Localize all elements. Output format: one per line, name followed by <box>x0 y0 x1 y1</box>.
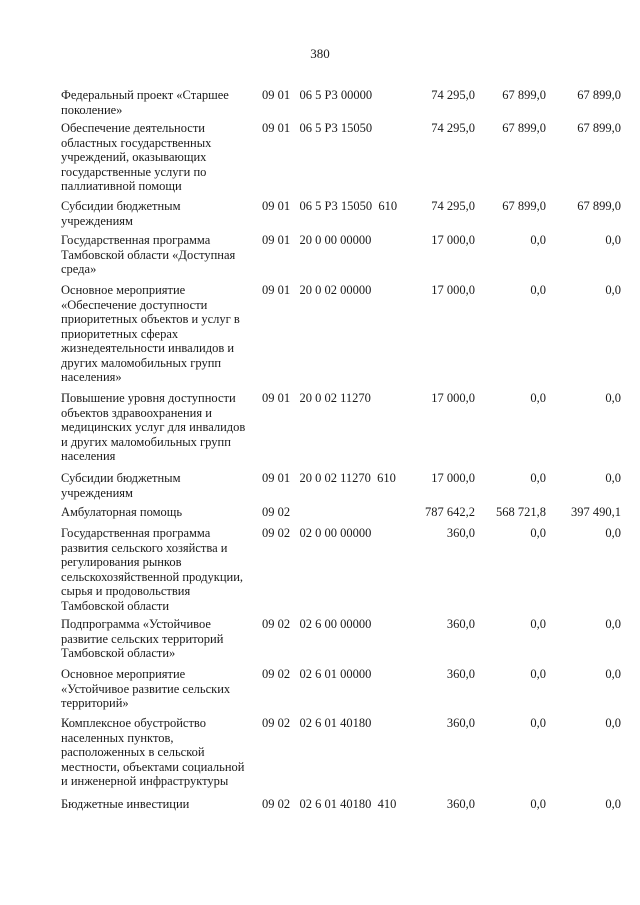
row-value-year3: 0,0 <box>605 283 621 297</box>
row-value-year2: 0,0 <box>530 233 546 247</box>
row-value-year2: 67 899,0 <box>502 88 546 102</box>
row-code: 09 02 02 6 00 00000 <box>262 617 372 631</box>
row-value-year2: 0,0 <box>530 667 546 681</box>
row-value-year3: 0,0 <box>605 526 621 540</box>
row-name: Субсидии бюджетным учреждениям <box>61 199 181 228</box>
row-value-year1: 360,0 <box>446 667 475 681</box>
row-value-year3: 0,0 <box>605 471 621 485</box>
row-value-year3: 0,0 <box>605 716 621 730</box>
row-value-year1: 360,0 <box>446 716 475 730</box>
row-code: 09 02 02 6 01 40180 <box>262 716 372 730</box>
row-name: Субсидии бюджетным учреждениям <box>61 471 181 500</box>
row-value-year2: 0,0 <box>530 283 546 297</box>
row-name: Основное мероприятие «Устойчивое развитие сельских территорий» <box>61 667 231 710</box>
row-value-year1: 17 000,0 <box>431 391 475 405</box>
row-name: Основное мероприятие «Обеспечение доступности приоритетных объектов и услуг в приоритетных сферах жизнедеятельности инвалидов и других маломобильных групп населения» <box>61 283 240 384</box>
row-value-year1: 787 642,2 <box>425 505 475 519</box>
row-value-year3: 67 899,0 <box>577 121 621 135</box>
row-name: Государственная программа развития сельского хозяйства и регулирования рынков сельскохозяйственной продукции, сырья и продовольствия Тамбовской области <box>61 526 244 613</box>
row-name: Подпрограмма «Устойчивое развитие сельских территорий Тамбовской области» <box>61 617 224 660</box>
row-value-year1: 17 000,0 <box>431 283 475 297</box>
row-value-year3: 397 490,1 <box>571 505 621 519</box>
row-value-year1: 74 295,0 <box>431 121 475 135</box>
row-value-year2: 0,0 <box>530 526 546 540</box>
row-value-year1: 74 295,0 <box>431 199 475 213</box>
row-code: 09 02 02 6 01 00000 <box>262 667 372 681</box>
row-value-year1: 360,0 <box>446 617 475 631</box>
row-name: Обеспечение деятельности областных государственных учреждений, оказывающих государственные услуги по паллиативной помощи <box>61 121 212 193</box>
row-code: 09 01 06 5 P3 15050 610 <box>262 199 398 213</box>
row-name: Амбулаторная помощь <box>61 505 183 519</box>
row-value-year1: 17 000,0 <box>431 233 475 247</box>
row-value-year3: 0,0 <box>605 233 621 247</box>
row-code: 09 01 20 0 00 00000 <box>262 233 372 247</box>
row-name: Бюджетные инвестиции <box>61 797 190 811</box>
row-value-year1: 360,0 <box>446 797 475 811</box>
row-value-year1: 17 000,0 <box>431 471 475 485</box>
row-code: 09 01 06 5 P3 15050 <box>262 121 373 135</box>
row-value-year1: 360,0 <box>446 526 475 540</box>
row-value-year3: 0,0 <box>605 797 621 811</box>
row-value-year1: 74 295,0 <box>431 88 475 102</box>
row-code: 09 02 02 6 01 40180 410 <box>262 797 397 811</box>
row-code: 09 02 02 0 00 00000 <box>262 526 372 540</box>
row-code: 09 02 <box>262 505 291 519</box>
row-name: Комплексное обустройство населенных пунктов, расположенных в сельской местности, объектами социальной и инженерной инфраструктуры <box>61 716 245 788</box>
row-value-year2: 0,0 <box>530 471 546 485</box>
row-value-year2: 67 899,0 <box>502 199 546 213</box>
row-value-year2: 0,0 <box>530 391 546 405</box>
row-value-year2: 0,0 <box>530 716 546 730</box>
row-value-year2: 0,0 <box>530 797 546 811</box>
page-number: 380 <box>310 46 330 61</box>
row-value-year3: 0,0 <box>605 667 621 681</box>
row-value-year2: 568 721,8 <box>496 505 546 519</box>
row-name: Федеральный проект «Старшее поколение» <box>61 88 229 117</box>
row-value-year3: 0,0 <box>605 391 621 405</box>
row-value-year3: 0,0 <box>605 617 621 631</box>
row-name: Повышение уровня доступности объектов здравоохранения и медицинских услуг для инвалидов и других маломобильных групп населения <box>61 391 246 463</box>
row-code: 09 01 20 0 02 11270 610 <box>262 471 396 485</box>
row-name: Государственная программа Тамбовской области «Доступная среда» <box>61 233 236 276</box>
row-value-year2: 67 899,0 <box>502 121 546 135</box>
row-value-year3: 67 899,0 <box>577 199 621 213</box>
row-value-year2: 0,0 <box>530 617 546 631</box>
row-code: 09 01 20 0 02 00000 <box>262 283 372 297</box>
row-code: 09 01 20 0 02 11270 <box>262 391 371 405</box>
row-code: 09 01 06 5 P3 00000 <box>262 88 373 102</box>
row-value-year3: 67 899,0 <box>577 88 621 102</box>
